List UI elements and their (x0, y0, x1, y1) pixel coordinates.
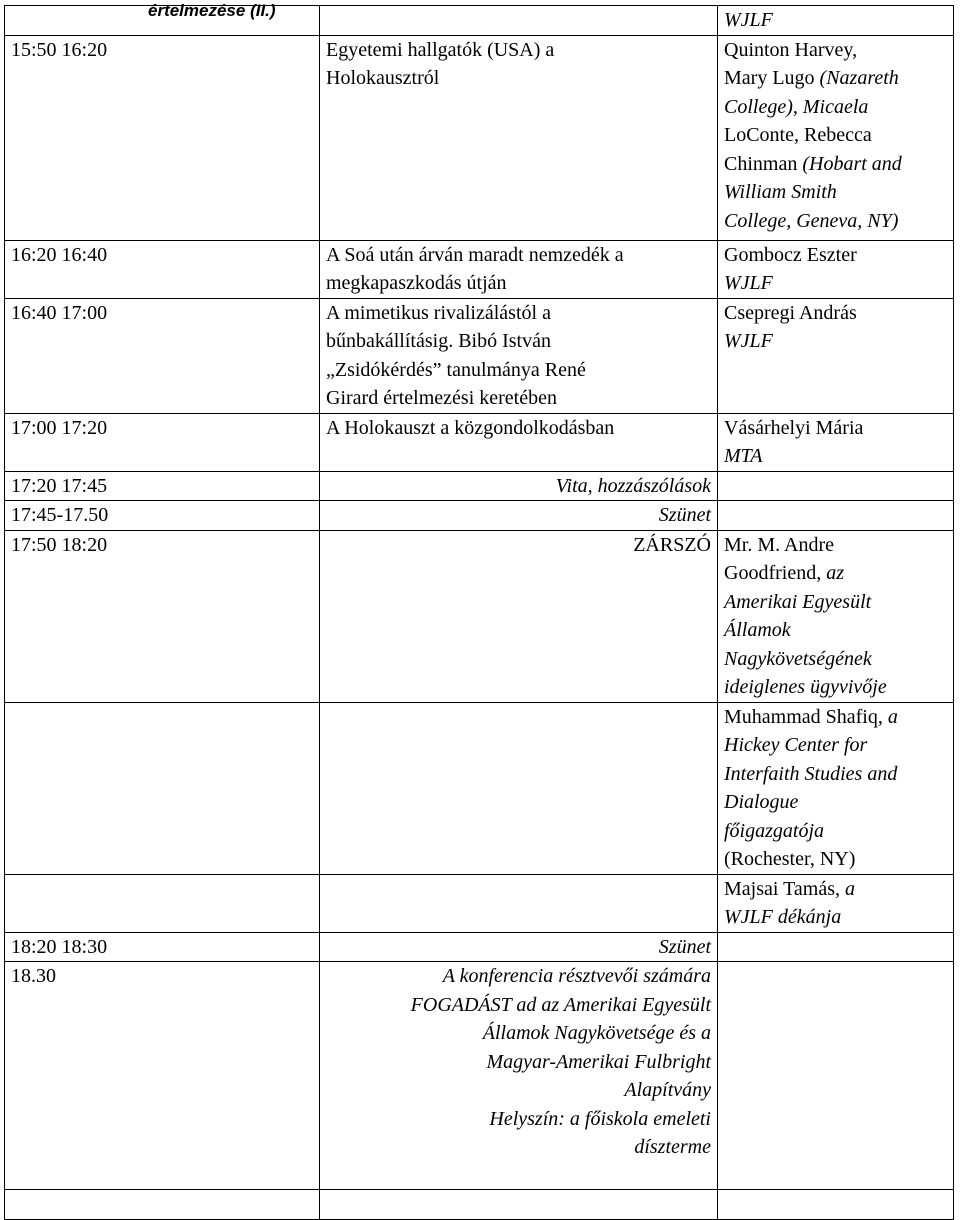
speaker-line: Gombocz Eszter (724, 243, 857, 266)
speaker-line: Muhammad Shafiq, a (724, 705, 898, 728)
speaker-cell (718, 702, 954, 874)
title-line: Egyetemi hallgatók (USA) a (326, 38, 555, 61)
speaker-cell (718, 1190, 954, 1220)
title-line: Helyszín: a főiskola emeleti (489, 1107, 711, 1130)
title-line: Államok Nagykövetsége és a (482, 1022, 711, 1044)
schedule-row (5, 6, 954, 36)
speaker-line: Vásárhelyi Mária (724, 416, 864, 439)
speaker-line: Dialogue (724, 791, 799, 813)
title-cell: Szünet (320, 932, 718, 962)
time-cell: 17:20 17:45 (5, 471, 320, 501)
time-cell: 17:45-17.50 (5, 501, 320, 531)
title-cell (320, 1190, 718, 1220)
schedule-row (5, 240, 954, 298)
speaker-line: Quinton Harvey, (724, 38, 858, 61)
schedule-row (5, 501, 954, 531)
title-line: A Holokauszt a közgondolkodásban (326, 416, 615, 439)
speaker-cell (718, 240, 954, 298)
speaker-line: Chinman (Hobart and (724, 152, 902, 175)
schedule-row (5, 35, 954, 240)
title-line: Alapítvány (624, 1079, 711, 1101)
speaker-line: Amerikai Egyesült (724, 590, 872, 613)
title-cell (320, 6, 718, 36)
schedule-row (5, 413, 954, 471)
speaker-line: William Smith (724, 181, 837, 203)
schedule-row (5, 1190, 954, 1220)
title-line: díszterme (634, 1136, 711, 1158)
schedule-row (5, 298, 954, 413)
speaker-cell (718, 874, 954, 932)
title-line: „Zsidókérdés” tanulmánya René (326, 358, 586, 381)
speaker-cell (718, 298, 954, 413)
time-cell: 17:50 18:20 (5, 530, 320, 702)
title-line: A mimetikus rivalizálástól a (326, 301, 551, 324)
speaker-cell (718, 413, 954, 471)
time-cell (5, 874, 320, 932)
speaker-line: WJLF (724, 330, 773, 352)
schedule-row (5, 932, 954, 962)
schedule-row (5, 702, 954, 874)
speaker-line: WJLF (724, 9, 773, 31)
time-cell: 18.30 (5, 962, 320, 1190)
title-cell (320, 35, 718, 240)
schedule-row (5, 962, 954, 1190)
title-cell: Vita, hozzászólások (320, 471, 718, 501)
title-line: Magyar-Amerikai Fulbright (486, 1050, 711, 1073)
speaker-line: Hickey Center for (724, 734, 868, 756)
speaker-line: Interfaith Studies and (724, 762, 898, 785)
title-line: A Soá után árván maradt nemzedék a (326, 243, 624, 266)
speaker-cell (718, 471, 954, 501)
time-cell (5, 6, 320, 36)
speaker-line: (Rochester, NY) (724, 848, 856, 870)
speaker-line: Mr. M. Andre (724, 533, 834, 556)
speaker-line: főigazgatója (724, 819, 825, 842)
speaker-line: Nagykövetségének (724, 647, 872, 670)
speaker-line: WJLF dékánja (724, 906, 842, 928)
speaker-line: College), Micaela (724, 95, 869, 118)
title-cell (320, 874, 718, 932)
title-line: FOGADÁST ad az Amerikai Egyesült (410, 993, 711, 1016)
speaker-cell (718, 932, 954, 962)
title-cell (320, 298, 718, 413)
title-cell (320, 413, 718, 471)
speaker-line: Csepregi András (724, 301, 857, 324)
speaker-line: Goodfriend, az (724, 562, 844, 584)
time-cell: 16:20 16:40 (5, 240, 320, 298)
speaker-line: MTA (724, 445, 763, 467)
conference-schedule-table (4, 5, 954, 1220)
time-cell: 18:20 18:30 (5, 932, 320, 962)
title-cell: ZÁRSZÓ (320, 530, 718, 702)
title-line: megkapaszkodás útján (326, 272, 507, 294)
speaker-cell (718, 530, 954, 702)
title-line: A konferencia résztvevői számára (442, 965, 711, 987)
speaker-line: WJLF (724, 272, 773, 294)
schedule-row (5, 471, 954, 501)
speaker-cell (718, 501, 954, 531)
title-cell (320, 702, 718, 874)
time-cell (5, 1190, 320, 1220)
speaker-line: Államok (724, 619, 791, 641)
time-cell: 17:00 17:20 (5, 413, 320, 471)
title-cell: Szünet (320, 501, 718, 531)
title-line: Holokausztról (326, 67, 440, 89)
speaker-cell (718, 6, 954, 36)
time-cell (5, 702, 320, 874)
speaker-line: ideiglenes ügyvivője (724, 676, 887, 698)
schedule-row (5, 874, 954, 932)
section-heading-continued: értelmezése (II.) (148, 1, 276, 20)
title-line: bűnbakállításig. Bibó István (326, 330, 551, 352)
speaker-cell (718, 35, 954, 240)
speaker-line: Majsai Tamás, a (724, 877, 855, 900)
speaker-cell (718, 962, 954, 1190)
title-cell (320, 962, 718, 1190)
title-cell (320, 240, 718, 298)
time-cell: 16:40 17:00 (5, 298, 320, 413)
speaker-line: College, Geneva, NY) (724, 209, 899, 232)
speaker-line: Mary Lugo (Nazareth (724, 67, 899, 89)
time-cell: 15:50 16:20 (5, 35, 320, 240)
schedule-row (5, 530, 954, 702)
speaker-line: LoConte, Rebecca (724, 124, 872, 146)
title-line: Girard értelmezési keretében (326, 387, 557, 409)
